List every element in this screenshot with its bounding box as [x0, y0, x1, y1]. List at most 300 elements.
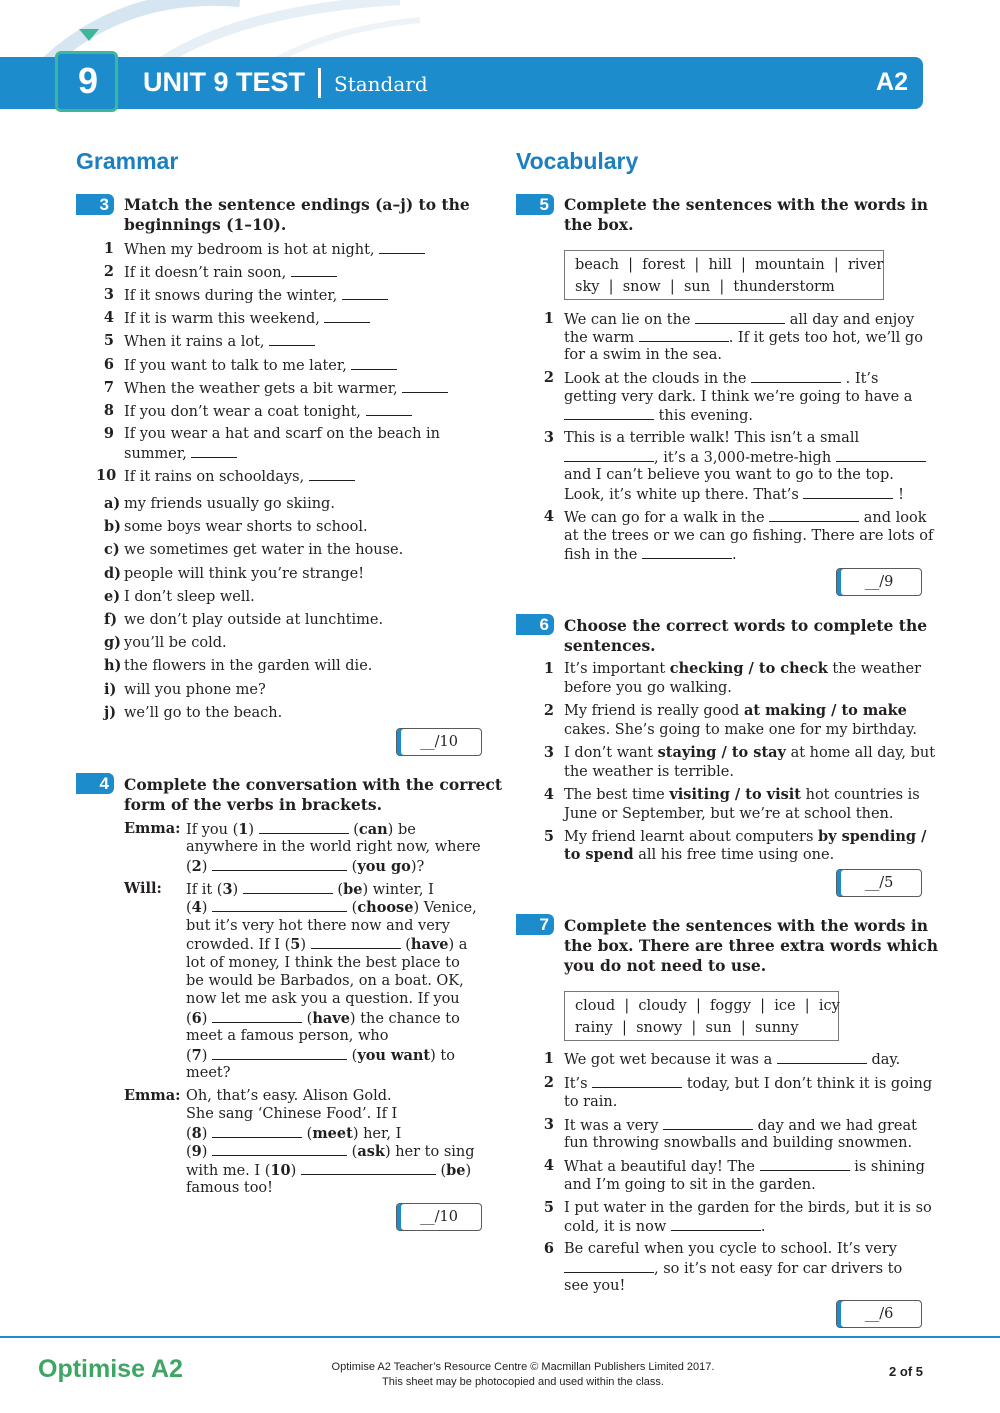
text: ) — [201, 1011, 208, 1027]
ending-text: people will think you’re strange! — [124, 565, 365, 582]
answer-blank[interactable] — [324, 309, 370, 323]
text-line — [186, 954, 460, 973]
gap-number: 6 — [191, 1010, 202, 1027]
text-line — [564, 1176, 816, 1195]
text: , it’s a 3,000-metre-high — [654, 450, 832, 466]
answer-blank[interactable] — [243, 880, 333, 894]
text: the weather is terrible. — [564, 764, 734, 780]
ending-letter: f) — [104, 611, 118, 628]
text: ! — [898, 487, 904, 503]
text-line — [124, 286, 388, 306]
vocabulary-heading: Vocabulary — [516, 148, 639, 174]
text: ( — [353, 822, 359, 838]
text-line — [186, 820, 416, 840]
answer-blank[interactable] — [671, 1217, 761, 1231]
text: ( — [186, 1126, 192, 1142]
text: The best time — [564, 787, 670, 803]
gap-number: 2 — [191, 858, 202, 875]
text: at home all day, but — [785, 745, 936, 761]
text: ) — [201, 1126, 208, 1142]
text: ) a — [448, 937, 468, 953]
speaker-will: Will: — [124, 880, 162, 897]
answer-blank[interactable] — [212, 898, 347, 912]
text: ) — [248, 822, 254, 838]
word-box-line: sky | snow | sun | thunderstorm — [575, 279, 835, 295]
exercise-5-score-box[interactable]: __/9 — [836, 568, 922, 596]
answer-blank[interactable] — [751, 369, 841, 383]
answer-blank[interactable] — [191, 444, 237, 458]
answer-blank[interactable] — [342, 286, 388, 300]
ending-letter: j) — [104, 703, 117, 721]
page-number: 2 of 5 — [889, 1364, 923, 1379]
item-number: 1 — [543, 310, 554, 327]
exercise-6-instruction — [564, 616, 927, 656]
beginning-text: If you want to talk to me later, — [124, 358, 347, 374]
option: to stay — [731, 744, 786, 761]
text: before you go walking. — [564, 680, 732, 696]
beginning-text: summer, — [124, 446, 187, 462]
verb: be — [446, 1162, 466, 1179]
instruction-line: Complete the sentences with the words in — [564, 195, 929, 214]
item-number: 6 — [543, 1240, 554, 1257]
text: ) Venice, — [413, 900, 477, 916]
answer-blank[interactable] — [212, 1046, 347, 1060]
beginning-text: If it is warm this weekend, — [124, 311, 320, 327]
gap-number: 9 — [191, 1143, 202, 1160]
verb: you want — [357, 1047, 431, 1064]
instruction-line: Match the sentence endings (a–j) to the — [124, 195, 470, 214]
answer-blank[interactable] — [695, 310, 785, 324]
ending-letter: d) — [104, 564, 121, 582]
item-number: 10 — [96, 467, 117, 484]
ending-text: the flowers in the garden will die. — [124, 658, 373, 675]
text-line — [186, 972, 464, 991]
item-number: 3 — [543, 1116, 554, 1133]
option: to spend — [564, 846, 634, 863]
gap-number: 8 — [191, 1125, 202, 1142]
text: / — [729, 786, 746, 803]
text: ) her, I — [352, 1126, 402, 1142]
text: Look, it’s white up there. That’s — [564, 487, 799, 503]
ending-letter: b) — [104, 518, 121, 536]
text-line — [564, 846, 834, 865]
text: ) be — [387, 822, 416, 838]
cefr-level: A2 — [876, 68, 908, 96]
text-line — [564, 679, 732, 698]
answer-blank[interactable] — [379, 240, 425, 254]
footer-divider — [0, 1336, 1000, 1338]
beginning-text: If it rains on schooldays, — [124, 469, 305, 485]
instruction-line: the box. — [564, 215, 634, 234]
text: This is a terrible walk! This isn’t a small — [564, 430, 860, 446]
text: It’s important — [564, 661, 670, 677]
text-line — [186, 1027, 388, 1046]
item-number: 7 — [103, 379, 114, 396]
text: ( — [337, 882, 344, 898]
text: If it ( — [186, 882, 223, 898]
text: ) — [232, 882, 239, 898]
option: by spending — [818, 828, 917, 845]
text-line — [564, 310, 914, 330]
text-line — [124, 444, 237, 464]
text: meet? — [186, 1065, 231, 1081]
item-number: 2 — [543, 702, 554, 719]
exercise-5-word-box — [564, 250, 884, 300]
text-line — [124, 634, 227, 653]
text: and I can’t believe you want to go to the top. — [564, 467, 894, 483]
text-line — [564, 702, 907, 721]
text-line — [564, 545, 737, 565]
text-line — [186, 1064, 231, 1083]
text: with me. I ( — [186, 1163, 271, 1179]
verb: you go — [357, 858, 411, 875]
text-line — [124, 704, 282, 723]
text-line — [186, 1142, 475, 1162]
answer-blank[interactable] — [291, 263, 337, 277]
marker-triangle-icon — [79, 29, 99, 41]
ending-text: you’ll be cold. — [124, 635, 227, 652]
exercise-3-score-box[interactable]: __/10 — [396, 728, 482, 756]
text-line — [564, 1093, 617, 1112]
answer-blank[interactable] — [663, 1116, 753, 1130]
text: fish in the — [564, 547, 638, 563]
answer-blank[interactable] — [592, 1074, 682, 1088]
text: cold, it is now — [564, 1219, 667, 1235]
text: ) to — [430, 1048, 455, 1064]
text-line — [564, 1259, 902, 1279]
text-line — [564, 406, 753, 426]
instruction-line: form of the verbs in brackets. — [124, 795, 382, 814]
text-line — [186, 935, 467, 955]
text: and look — [863, 510, 927, 526]
text-line — [124, 425, 440, 444]
text-line — [564, 388, 912, 407]
word-box-line: cloud | cloudy | foggy | ice | icy — [575, 998, 840, 1014]
item-number: 3 — [543, 429, 554, 446]
copyright-line: This sheet may be photocopied and used within the class. — [382, 1376, 664, 1388]
exercise-4-score-box[interactable]: __/10 — [396, 1203, 482, 1231]
option: visiting — [669, 786, 730, 803]
item-number: 2 — [543, 1074, 554, 1091]
text-line — [124, 467, 355, 487]
text: My friend is really good — [564, 703, 744, 719]
text: the warm — [564, 330, 635, 346]
ending-text: we’ll go to the beach. — [124, 704, 283, 721]
text: see you! — [564, 1278, 626, 1294]
text: Be careful when you cycle to school. It’s very — [564, 1241, 897, 1257]
text-line — [564, 1134, 912, 1153]
text: meet a famous person, who — [186, 1028, 389, 1044]
ending-letter: g) — [104, 634, 121, 652]
exercise-7-word-box — [564, 991, 839, 1041]
text: ) — [300, 937, 307, 953]
word-box-line: rainy | snowy | sun | sunny — [575, 1020, 799, 1036]
exercise-5-instruction — [564, 195, 928, 235]
text-line — [186, 838, 481, 857]
text: today, but I don’t think it is going — [686, 1076, 933, 1092]
text-line — [186, 1105, 397, 1124]
answer-blank[interactable] — [311, 935, 401, 949]
item-number: 1 — [543, 660, 554, 677]
answer-blank[interactable] — [366, 402, 412, 416]
text-line — [564, 448, 926, 468]
text-line — [564, 1074, 932, 1094]
page-title: UNIT 9 TEST — [143, 67, 306, 97]
text-line — [564, 429, 859, 448]
text: ) winter, I — [362, 882, 434, 898]
answer-blank[interactable] — [803, 485, 893, 499]
text-line — [186, 857, 424, 877]
text: all his free time using one. — [633, 847, 835, 863]
text-line — [564, 828, 926, 847]
text-line — [564, 1277, 625, 1296]
beginning-text: If it snows during the winter, — [124, 288, 338, 304]
text: / — [743, 660, 759, 677]
item-number: 9 — [103, 425, 114, 442]
text: ( — [306, 1126, 313, 1142]
answer-blank[interactable] — [564, 406, 654, 420]
speaker-emma: Emma: — [124, 820, 181, 837]
instruction-line: Choose the correct words to complete the — [564, 616, 928, 635]
copyright-line: Optimise A2 Teacher’s Resource Centre © Macmillan Publishers Limited 2017. — [331, 1361, 715, 1373]
word-box-line: beach | forest | hill | mountain | river — [575, 257, 884, 273]
exercise-4-number: 4 — [76, 773, 114, 794]
item-number: 2 — [543, 369, 554, 386]
gap-number: 1 — [238, 821, 249, 838]
text: ( — [351, 1144, 358, 1160]
text: all day and enjoy — [789, 312, 915, 328]
answer-blank[interactable] — [351, 356, 397, 370]
text: . — [760, 1219, 766, 1235]
answer-blank[interactable] — [769, 508, 859, 522]
ending-text: we don’t play outside at lunchtime. — [124, 612, 384, 628]
text: Oh, that’s easy. Alison Gold. — [186, 1088, 392, 1104]
text-line — [564, 508, 927, 528]
text-line — [124, 541, 403, 560]
text-line — [186, 1124, 401, 1144]
text: She sang ‘Chinese Food’. If I — [186, 1106, 398, 1122]
text: , so it’s not easy for car drivers to — [654, 1261, 903, 1277]
answer-blank[interactable] — [639, 328, 729, 342]
verb: ask — [357, 1143, 385, 1160]
text: at the trees or we can go fishing. There are lots of — [564, 528, 934, 544]
instruction-line: you do not need to use. — [564, 956, 767, 975]
text: ( — [186, 1011, 192, 1027]
exercise-7-instruction — [564, 916, 938, 976]
text-line — [186, 917, 450, 936]
text: ) — [465, 1163, 472, 1179]
title-separator — [318, 68, 321, 98]
answer-blank[interactable] — [642, 545, 732, 559]
verb: choose — [357, 899, 414, 916]
exercise-6-score-box[interactable]: __/5 — [836, 869, 922, 897]
answer-blank[interactable] — [564, 1259, 654, 1273]
item-number: 5 — [543, 828, 554, 845]
text: anywhere in the world right now, where — [186, 839, 481, 855]
text: ) — [201, 859, 208, 875]
text: . It’s — [845, 371, 879, 387]
text-line — [124, 565, 364, 584]
instruction-line: beginnings (1–10). — [124, 215, 287, 234]
exercise-3-number: 3 — [76, 194, 114, 215]
text: but it’s very hot there now and very — [186, 918, 450, 934]
unit-number: 9 — [77, 60, 99, 101]
exercise-5-number: 5 — [516, 194, 554, 215]
text: ( — [186, 1048, 192, 1064]
gap-number: 3 — [222, 881, 233, 898]
text: is shining — [854, 1159, 925, 1175]
ending-text: my friends usually go skiing. — [124, 496, 335, 512]
text-line — [564, 744, 935, 763]
ending-letter: c) — [104, 541, 120, 559]
text-line — [124, 588, 255, 607]
text-line — [124, 379, 448, 399]
option: at making — [743, 702, 827, 719]
text-line — [186, 898, 477, 918]
answer-blank[interactable] — [564, 448, 654, 462]
text-line — [564, 805, 894, 824]
text: ) — [201, 1048, 208, 1064]
text: ( — [186, 1144, 192, 1160]
text-line — [564, 527, 933, 546]
answer-blank[interactable] — [212, 1142, 347, 1156]
item-number: 5 — [543, 1199, 554, 1216]
answer-blank[interactable] — [836, 448, 926, 462]
answer-blank[interactable] — [760, 1157, 850, 1171]
answer-blank[interactable] — [402, 379, 448, 393]
item-number: 3 — [103, 286, 114, 303]
text: this evening. — [658, 408, 754, 424]
option: checking — [669, 660, 744, 677]
text: and I’m going to sit in the garden. — [564, 1177, 816, 1193]
text: / — [916, 828, 927, 845]
text: / — [716, 744, 732, 761]
text: ) her to sing — [384, 1144, 475, 1160]
text-line — [124, 495, 335, 514]
text-line — [124, 263, 337, 283]
gap-number: 7 — [191, 1047, 202, 1064]
text: now let me ask you a question. If you — [186, 991, 460, 1007]
verb: have — [312, 1010, 350, 1027]
answer-blank[interactable] — [777, 1050, 867, 1064]
exercise-4-instruction — [124, 775, 502, 815]
text: the weather — [827, 661, 922, 677]
text: It was a very — [564, 1118, 659, 1134]
text: ) — [290, 1163, 297, 1179]
beginning-text: When it rains a lot, — [124, 334, 265, 350]
answer-blank[interactable] — [212, 857, 347, 871]
text: My friend learnt about computers — [564, 829, 819, 845]
text-line — [124, 657, 372, 676]
item-number: 1 — [103, 240, 114, 257]
text: lot of money, I think the best place to — [186, 955, 460, 971]
text: be would be Barbados, on a boat. OK, — [186, 973, 464, 989]
text: ( — [186, 900, 192, 916]
ending-text: some boys wear shorts to school. — [124, 519, 368, 536]
instruction-line: sentences. — [564, 636, 656, 655]
verb: be — [343, 881, 363, 898]
text: getting very dark. I think we’re going to have a — [564, 389, 913, 405]
text: hot countries is — [801, 787, 920, 803]
text-line — [564, 1116, 917, 1136]
text: ) the chance to — [349, 1011, 460, 1027]
item-number: 1 — [543, 1050, 554, 1067]
item-number: 3 — [543, 744, 554, 761]
text: ( — [186, 859, 192, 875]
answer-blank[interactable] — [309, 467, 355, 481]
answer-blank[interactable] — [301, 1161, 436, 1175]
verb: have — [410, 936, 449, 953]
text: I don’t want — [564, 745, 658, 761]
speaker-emma: Emma: — [124, 1087, 181, 1104]
test-level: Standard — [334, 72, 428, 96]
text: What a beautiful day! The — [564, 1159, 755, 1175]
instruction-line: Complete the sentences with the words in — [564, 916, 929, 935]
exercise-6-number: 6 — [516, 614, 554, 635]
text: ( — [405, 937, 411, 953]
text: ( — [351, 900, 358, 916]
text-line — [564, 485, 904, 505]
option: staying — [657, 744, 717, 761]
answer-blank[interactable] — [212, 1124, 302, 1138]
text: famous too! — [186, 1180, 273, 1196]
text: day and we had great — [757, 1118, 917, 1134]
ending-letter: e) — [104, 587, 121, 605]
footer-copyright — [290, 1360, 756, 1390]
answer-blank[interactable] — [212, 1009, 302, 1023]
instruction-line: the box. There are three extra words which — [564, 936, 939, 955]
text-line — [186, 1179, 273, 1198]
text-line — [564, 660, 921, 679]
answer-blank[interactable] — [259, 820, 349, 834]
header-bar — [0, 57, 923, 109]
text-line — [564, 466, 894, 485]
text: . — [732, 547, 737, 563]
text: ) — [201, 1144, 208, 1160]
beginning-text: If you wear a hat and scarf on the beach in — [124, 426, 440, 442]
item-number: 6 — [103, 356, 114, 373]
exercise-7-score-box[interactable]: __/6 — [836, 1300, 922, 1328]
item-number: 8 — [103, 402, 114, 419]
option: to make — [841, 702, 907, 719]
text-line — [564, 1157, 925, 1177]
beginning-text: When my bedroom is hot at night, — [124, 242, 375, 258]
exercise-3-instruction — [124, 195, 470, 235]
item-number: 4 — [543, 786, 554, 803]
grammar-heading: Grammar — [76, 148, 179, 174]
text: We can go for a walk in the — [564, 510, 765, 526]
item-number: 4 — [543, 508, 554, 525]
exercise-7-number: 7 — [516, 914, 554, 935]
text: for a swim in the sea. — [564, 347, 722, 363]
option: to visit — [745, 786, 801, 803]
ending-letter: i) — [104, 680, 117, 698]
text-line — [124, 681, 266, 700]
ending-text: will you phone me? — [124, 681, 266, 698]
text-line — [564, 763, 734, 782]
text: We got wet because it was a — [564, 1052, 773, 1068]
text: ) — [201, 900, 208, 916]
text-line — [186, 1161, 471, 1181]
item-number: 4 — [103, 309, 114, 326]
answer-blank[interactable] — [269, 332, 315, 346]
text: If you ( — [186, 822, 239, 838]
text-line — [186, 880, 434, 900]
text-line — [564, 1240, 897, 1259]
text: . If it gets too hot, we’ll go — [728, 330, 923, 346]
text-line — [564, 346, 722, 365]
text: )? — [410, 859, 425, 875]
